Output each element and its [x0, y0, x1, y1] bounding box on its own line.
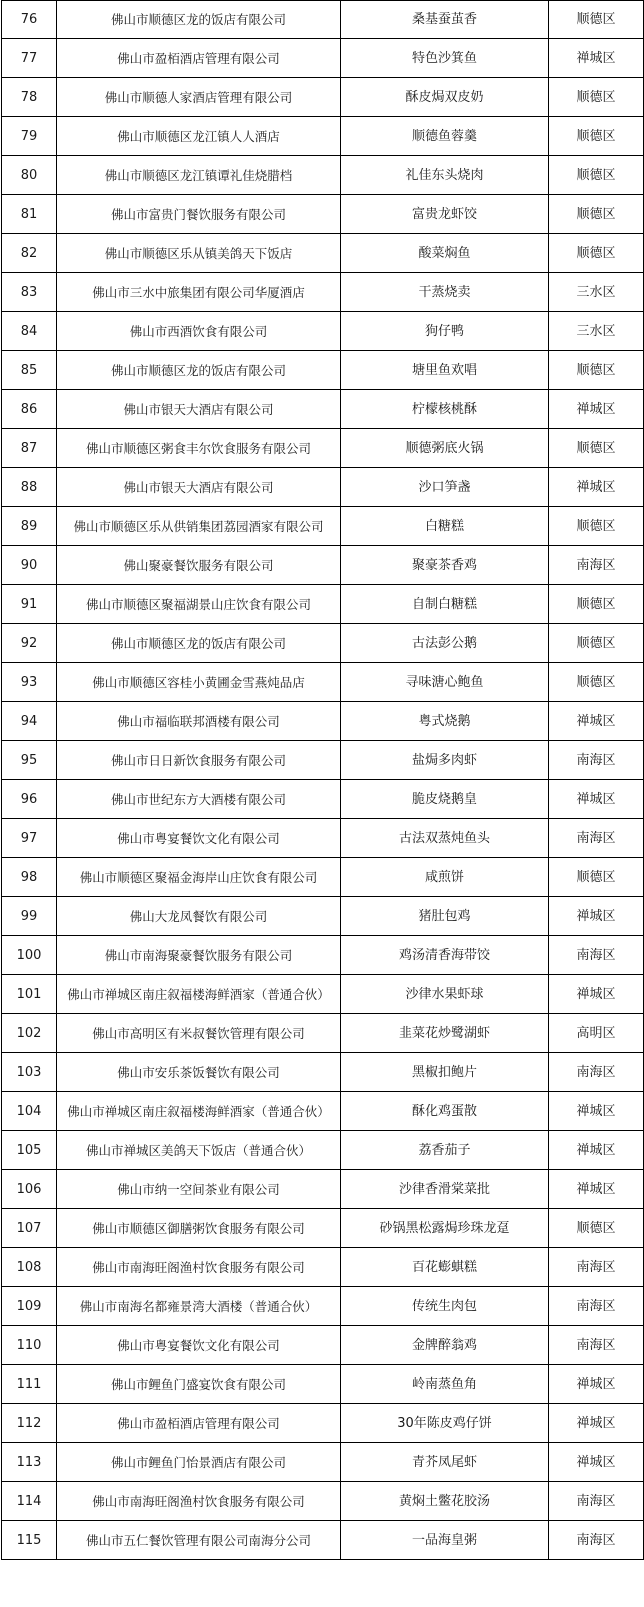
dish-name-cell: 金牌醉翁鸡: [341, 1326, 549, 1365]
dish-name-cell: 古法彭公鹅: [341, 624, 549, 663]
company-name-cell: 佛山市禅城区南庄叙福楼海鲜酒家（普通合伙）: [57, 1092, 341, 1131]
company-name-cell: 佛山市西酒饮食有限公司: [57, 312, 341, 351]
district-cell: 南海区: [549, 1326, 644, 1365]
row-number-cell: 93: [2, 663, 57, 702]
table-row: [2, 780, 644, 819]
district-cell: 三水区: [549, 312, 644, 351]
district-cell: 南海区: [549, 546, 644, 585]
district-cell: 顺德区: [549, 156, 644, 195]
row-number-cell: 115: [2, 1521, 57, 1560]
dish-name-cell: 鸡汤清香海带饺: [341, 936, 549, 975]
district-cell: 禅城区: [549, 1092, 644, 1131]
dish-name-cell: 寻味溏心鲍鱼: [341, 663, 549, 702]
row-number-cell: 105: [2, 1131, 57, 1170]
row-number-cell: 77: [2, 39, 57, 78]
district-cell: 三水区: [549, 273, 644, 312]
row-number-cell: 81: [2, 195, 57, 234]
table-body: [2, 1, 644, 1560]
company-name-cell: 佛山市顺德区御膳粥饮食服务有限公司: [57, 1209, 341, 1248]
district-cell: 顺德区: [549, 585, 644, 624]
district-cell: 顺德区: [549, 663, 644, 702]
table-row: [2, 624, 644, 663]
district-cell: 禅城区: [549, 39, 644, 78]
district-cell: 禅城区: [549, 468, 644, 507]
table-row: [2, 975, 644, 1014]
company-name-cell: 佛山市禅城区南庄叙福楼海鲜酒家（普通合伙）: [57, 975, 341, 1014]
dish-name-cell: 脆皮烧鹅皇: [341, 780, 549, 819]
company-name-cell: 佛山市顺德区龙的饭店有限公司: [57, 624, 341, 663]
district-cell: 顺德区: [549, 1, 644, 39]
dish-name-cell: 干蒸烧卖: [341, 273, 549, 312]
row-number-cell: 91: [2, 585, 57, 624]
row-number-cell: 111: [2, 1365, 57, 1404]
district-cell: 禅城区: [549, 975, 644, 1014]
company-name-cell: 佛山市富贵门餐饮服务有限公司: [57, 195, 341, 234]
company-name-cell: 佛山市福临联邦酒楼有限公司: [57, 702, 341, 741]
table-row: [2, 702, 644, 741]
dish-name-cell: 咸煎饼: [341, 858, 549, 897]
table-row: [2, 1404, 644, 1443]
row-number-cell: 100: [2, 936, 57, 975]
district-cell: 南海区: [549, 1521, 644, 1560]
company-name-cell: 佛山市纳一空间茶业有限公司: [57, 1170, 341, 1209]
table-row: [2, 273, 644, 312]
dish-name-cell: 富贵龙虾饺: [341, 195, 549, 234]
table-row: [2, 312, 644, 351]
company-name-cell: 佛山市顺德区龙江镇谭礼佳烧腊档: [57, 156, 341, 195]
company-name-cell: 佛山市南海旺阁渔村饮食服务有限公司: [57, 1248, 341, 1287]
table-row: [2, 1092, 644, 1131]
company-name-cell: 佛山市禅城区美鸽天下饭店（普通合伙）: [57, 1131, 341, 1170]
row-number-cell: 86: [2, 390, 57, 429]
district-cell: 禅城区: [549, 1170, 644, 1209]
company-name-cell: 佛山市三水中旅集团有限公司华厦酒店: [57, 273, 341, 312]
dish-name-cell: 桑基蚕茧香: [341, 1, 549, 39]
company-name-cell: 佛山市顺德区容桂小黄圃金雪燕炖品店: [57, 663, 341, 702]
row-number-cell: 88: [2, 468, 57, 507]
table-row: [2, 234, 644, 273]
district-cell: 顺德区: [549, 195, 644, 234]
row-number-cell: 84: [2, 312, 57, 351]
table-row: [2, 741, 644, 780]
company-name-cell: 佛山市盈栢酒店管理有限公司: [57, 39, 341, 78]
table-row: [2, 1014, 644, 1053]
table-row: [2, 1131, 644, 1170]
table-row: [2, 1287, 644, 1326]
district-cell: 顺德区: [549, 429, 644, 468]
table-row: [2, 546, 644, 585]
company-name-cell: 佛山大龙凤餐饮有限公司: [57, 897, 341, 936]
row-number-cell: 83: [2, 273, 57, 312]
table-row: [2, 195, 644, 234]
company-name-cell: 佛山市顺德区聚福湖景山庄饮食有限公司: [57, 585, 341, 624]
district-cell: 禅城区: [549, 1365, 644, 1404]
company-name-cell: 佛山市顺德区龙的饭店有限公司: [57, 1, 341, 39]
dish-name-cell: 青芥凤尾虾: [341, 1443, 549, 1482]
dish-name-cell: 韭菜花炒鹭湖虾: [341, 1014, 549, 1053]
row-number-cell: 76: [2, 1, 57, 39]
row-number-cell: 113: [2, 1443, 57, 1482]
company-name-cell: 佛山市顺德区聚福金海岸山庄饮食有限公司: [57, 858, 341, 897]
table-row: [2, 1521, 644, 1560]
row-number-cell: 82: [2, 234, 57, 273]
table-row: [2, 1248, 644, 1287]
dish-name-cell: 白糖糕: [341, 507, 549, 546]
district-cell: 顺德区: [549, 351, 644, 390]
row-number-cell: 103: [2, 1053, 57, 1092]
company-name-cell: 佛山市世纪东方大酒楼有限公司: [57, 780, 341, 819]
table-row: [2, 897, 644, 936]
row-number-cell: 97: [2, 819, 57, 858]
row-number-cell: 114: [2, 1482, 57, 1521]
dish-name-cell: 猪肚包鸡: [341, 897, 549, 936]
row-number-cell: 102: [2, 1014, 57, 1053]
dish-name-cell: 黄焖土鳖花胶汤: [341, 1482, 549, 1521]
company-name-cell: 佛山市粤宴餐饮文化有限公司: [57, 819, 341, 858]
district-cell: 顺德区: [549, 78, 644, 117]
district-cell: 禅城区: [549, 1443, 644, 1482]
table-row: [2, 1053, 644, 1092]
company-name-cell: 佛山市盈栢酒店管理有限公司: [57, 1404, 341, 1443]
district-cell: 南海区: [549, 936, 644, 975]
dish-name-cell: 酥皮焗双皮奶: [341, 78, 549, 117]
district-cell: 禅城区: [549, 702, 644, 741]
dish-name-cell: 沙律香滑棠菜批: [341, 1170, 549, 1209]
district-cell: 南海区: [549, 741, 644, 780]
dish-name-cell: 传统生肉包: [341, 1287, 549, 1326]
table-row: [2, 390, 644, 429]
company-name-cell: 佛山聚豪餐饮服务有限公司: [57, 546, 341, 585]
district-cell: 南海区: [549, 1482, 644, 1521]
table-row: [2, 468, 644, 507]
district-cell: 禅城区: [549, 1131, 644, 1170]
restaurant-dish-table: [1, 0, 644, 1560]
table-row: [2, 819, 644, 858]
dish-name-cell: 特色沙箕鱼: [341, 39, 549, 78]
district-cell: 顺德区: [549, 858, 644, 897]
table-row: [2, 936, 644, 975]
table-row: [2, 507, 644, 546]
dish-name-cell: 酸菜焖鱼: [341, 234, 549, 273]
dish-name-cell: 粤式烧鹅: [341, 702, 549, 741]
dish-name-cell: 盐焗多肉虾: [341, 741, 549, 780]
company-name-cell: 佛山市日日新饮食服务有限公司: [57, 741, 341, 780]
company-name-cell: 佛山市银天大酒店有限公司: [57, 390, 341, 429]
row-number-cell: 96: [2, 780, 57, 819]
dish-name-cell: 顺德粥底火锅: [341, 429, 549, 468]
row-number-cell: 89: [2, 507, 57, 546]
row-number-cell: 90: [2, 546, 57, 585]
row-number-cell: 106: [2, 1170, 57, 1209]
district-cell: 顺德区: [549, 507, 644, 546]
dish-name-cell: 古法双蒸炖鱼头: [341, 819, 549, 858]
row-number-cell: 112: [2, 1404, 57, 1443]
row-number-cell: 98: [2, 858, 57, 897]
district-cell: 禅城区: [549, 390, 644, 429]
dish-name-cell: 自制白糖糕: [341, 585, 549, 624]
dish-name-cell: 狗仔鸭: [341, 312, 549, 351]
table-row: [2, 78, 644, 117]
dish-name-cell: 顺德鱼蓉羹: [341, 117, 549, 156]
row-number-cell: 80: [2, 156, 57, 195]
table-row: [2, 39, 644, 78]
table-row: [2, 585, 644, 624]
district-cell: 禅城区: [549, 897, 644, 936]
district-cell: 禅城区: [549, 780, 644, 819]
dish-name-cell: 酥化鸡蛋散: [341, 1092, 549, 1131]
company-name-cell: 佛山市五仁餐饮管理有限公司南海分公司: [57, 1521, 341, 1560]
company-name-cell: 佛山市高明区有米叔餐饮管理有限公司: [57, 1014, 341, 1053]
dish-name-cell: 礼佳东头烧肉: [341, 156, 549, 195]
company-name-cell: 佛山市顺德区龙江镇人人酒店: [57, 117, 341, 156]
dish-name-cell: 黑椒扣鲍片: [341, 1053, 549, 1092]
row-number-cell: 78: [2, 78, 57, 117]
dish-name-cell: 百花蟛蜞糕: [341, 1248, 549, 1287]
row-number-cell: 107: [2, 1209, 57, 1248]
dish-name-cell: 岭南蒸鱼角: [341, 1365, 549, 1404]
dish-name-cell: 荔香茄子: [341, 1131, 549, 1170]
district-cell: 南海区: [549, 1053, 644, 1092]
table-row: [2, 429, 644, 468]
row-number-cell: 110: [2, 1326, 57, 1365]
district-cell: 顺德区: [549, 624, 644, 663]
row-number-cell: 85: [2, 351, 57, 390]
company-name-cell: 佛山市鲤鱼门盛宴饮食有限公司: [57, 1365, 341, 1404]
dish-name-cell: 砂锅黑松露焗珍珠龙趸: [341, 1209, 549, 1248]
company-name-cell: 佛山市鲤鱼门怡景酒店有限公司: [57, 1443, 341, 1482]
row-number-cell: 108: [2, 1248, 57, 1287]
dish-name-cell: 30年陈皮鸡仔饼: [341, 1404, 549, 1443]
dish-name-cell: 沙律水果虾球: [341, 975, 549, 1014]
district-cell: 顺德区: [549, 117, 644, 156]
table-row: [2, 1326, 644, 1365]
company-name-cell: 佛山市银天大酒店有限公司: [57, 468, 341, 507]
table-row: [2, 117, 644, 156]
table-row: [2, 1365, 644, 1404]
row-number-cell: 79: [2, 117, 57, 156]
district-cell: 顺德区: [549, 234, 644, 273]
table-row: [2, 1443, 644, 1482]
company-name-cell: 佛山市安乐茶饭餐饮有限公司: [57, 1053, 341, 1092]
dish-name-cell: 一品海皇粥: [341, 1521, 549, 1560]
company-name-cell: 佛山市顺德区乐从供销集团荔园酒家有限公司: [57, 507, 341, 546]
table-row: [2, 1, 644, 39]
dish-name-cell: 聚豪茶香鸡: [341, 546, 549, 585]
table-row: [2, 663, 644, 702]
table-row: [2, 858, 644, 897]
row-number-cell: 94: [2, 702, 57, 741]
district-cell: 南海区: [549, 1287, 644, 1326]
row-number-cell: 87: [2, 429, 57, 468]
company-name-cell: 佛山市南海名都雍景湾大酒楼（普通合伙）: [57, 1287, 341, 1326]
company-name-cell: 佛山市南海聚豪餐饮服务有限公司: [57, 936, 341, 975]
district-cell: 高明区: [549, 1014, 644, 1053]
dish-name-cell: 柠檬核桃酥: [341, 390, 549, 429]
district-cell: 南海区: [549, 819, 644, 858]
row-number-cell: 101: [2, 975, 57, 1014]
company-name-cell: 佛山市顺德区粥食丰尔饮食服务有限公司: [57, 429, 341, 468]
table-row: [2, 1170, 644, 1209]
company-name-cell: 佛山市顺德区龙的饭店有限公司: [57, 351, 341, 390]
table-row: [2, 351, 644, 390]
row-number-cell: 99: [2, 897, 57, 936]
company-name-cell: 佛山市顺德区乐从镇美鸽天下饭店: [57, 234, 341, 273]
dish-name-cell: 沙口笋盏: [341, 468, 549, 507]
district-cell: 顺德区: [549, 1209, 644, 1248]
district-cell: 禅城区: [549, 1404, 644, 1443]
table-row: [2, 1482, 644, 1521]
row-number-cell: 104: [2, 1092, 57, 1131]
company-name-cell: 佛山市顺德人家酒店管理有限公司: [57, 78, 341, 117]
district-cell: 南海区: [549, 1248, 644, 1287]
table-row: [2, 156, 644, 195]
company-name-cell: 佛山市粤宴餐饮文化有限公司: [57, 1326, 341, 1365]
table-row: [2, 1209, 644, 1248]
row-number-cell: 95: [2, 741, 57, 780]
row-number-cell: 92: [2, 624, 57, 663]
row-number-cell: 109: [2, 1287, 57, 1326]
dish-name-cell: 塘里鱼欢唱: [341, 351, 549, 390]
company-name-cell: 佛山市南海旺阁渔村饮食服务有限公司: [57, 1482, 341, 1521]
